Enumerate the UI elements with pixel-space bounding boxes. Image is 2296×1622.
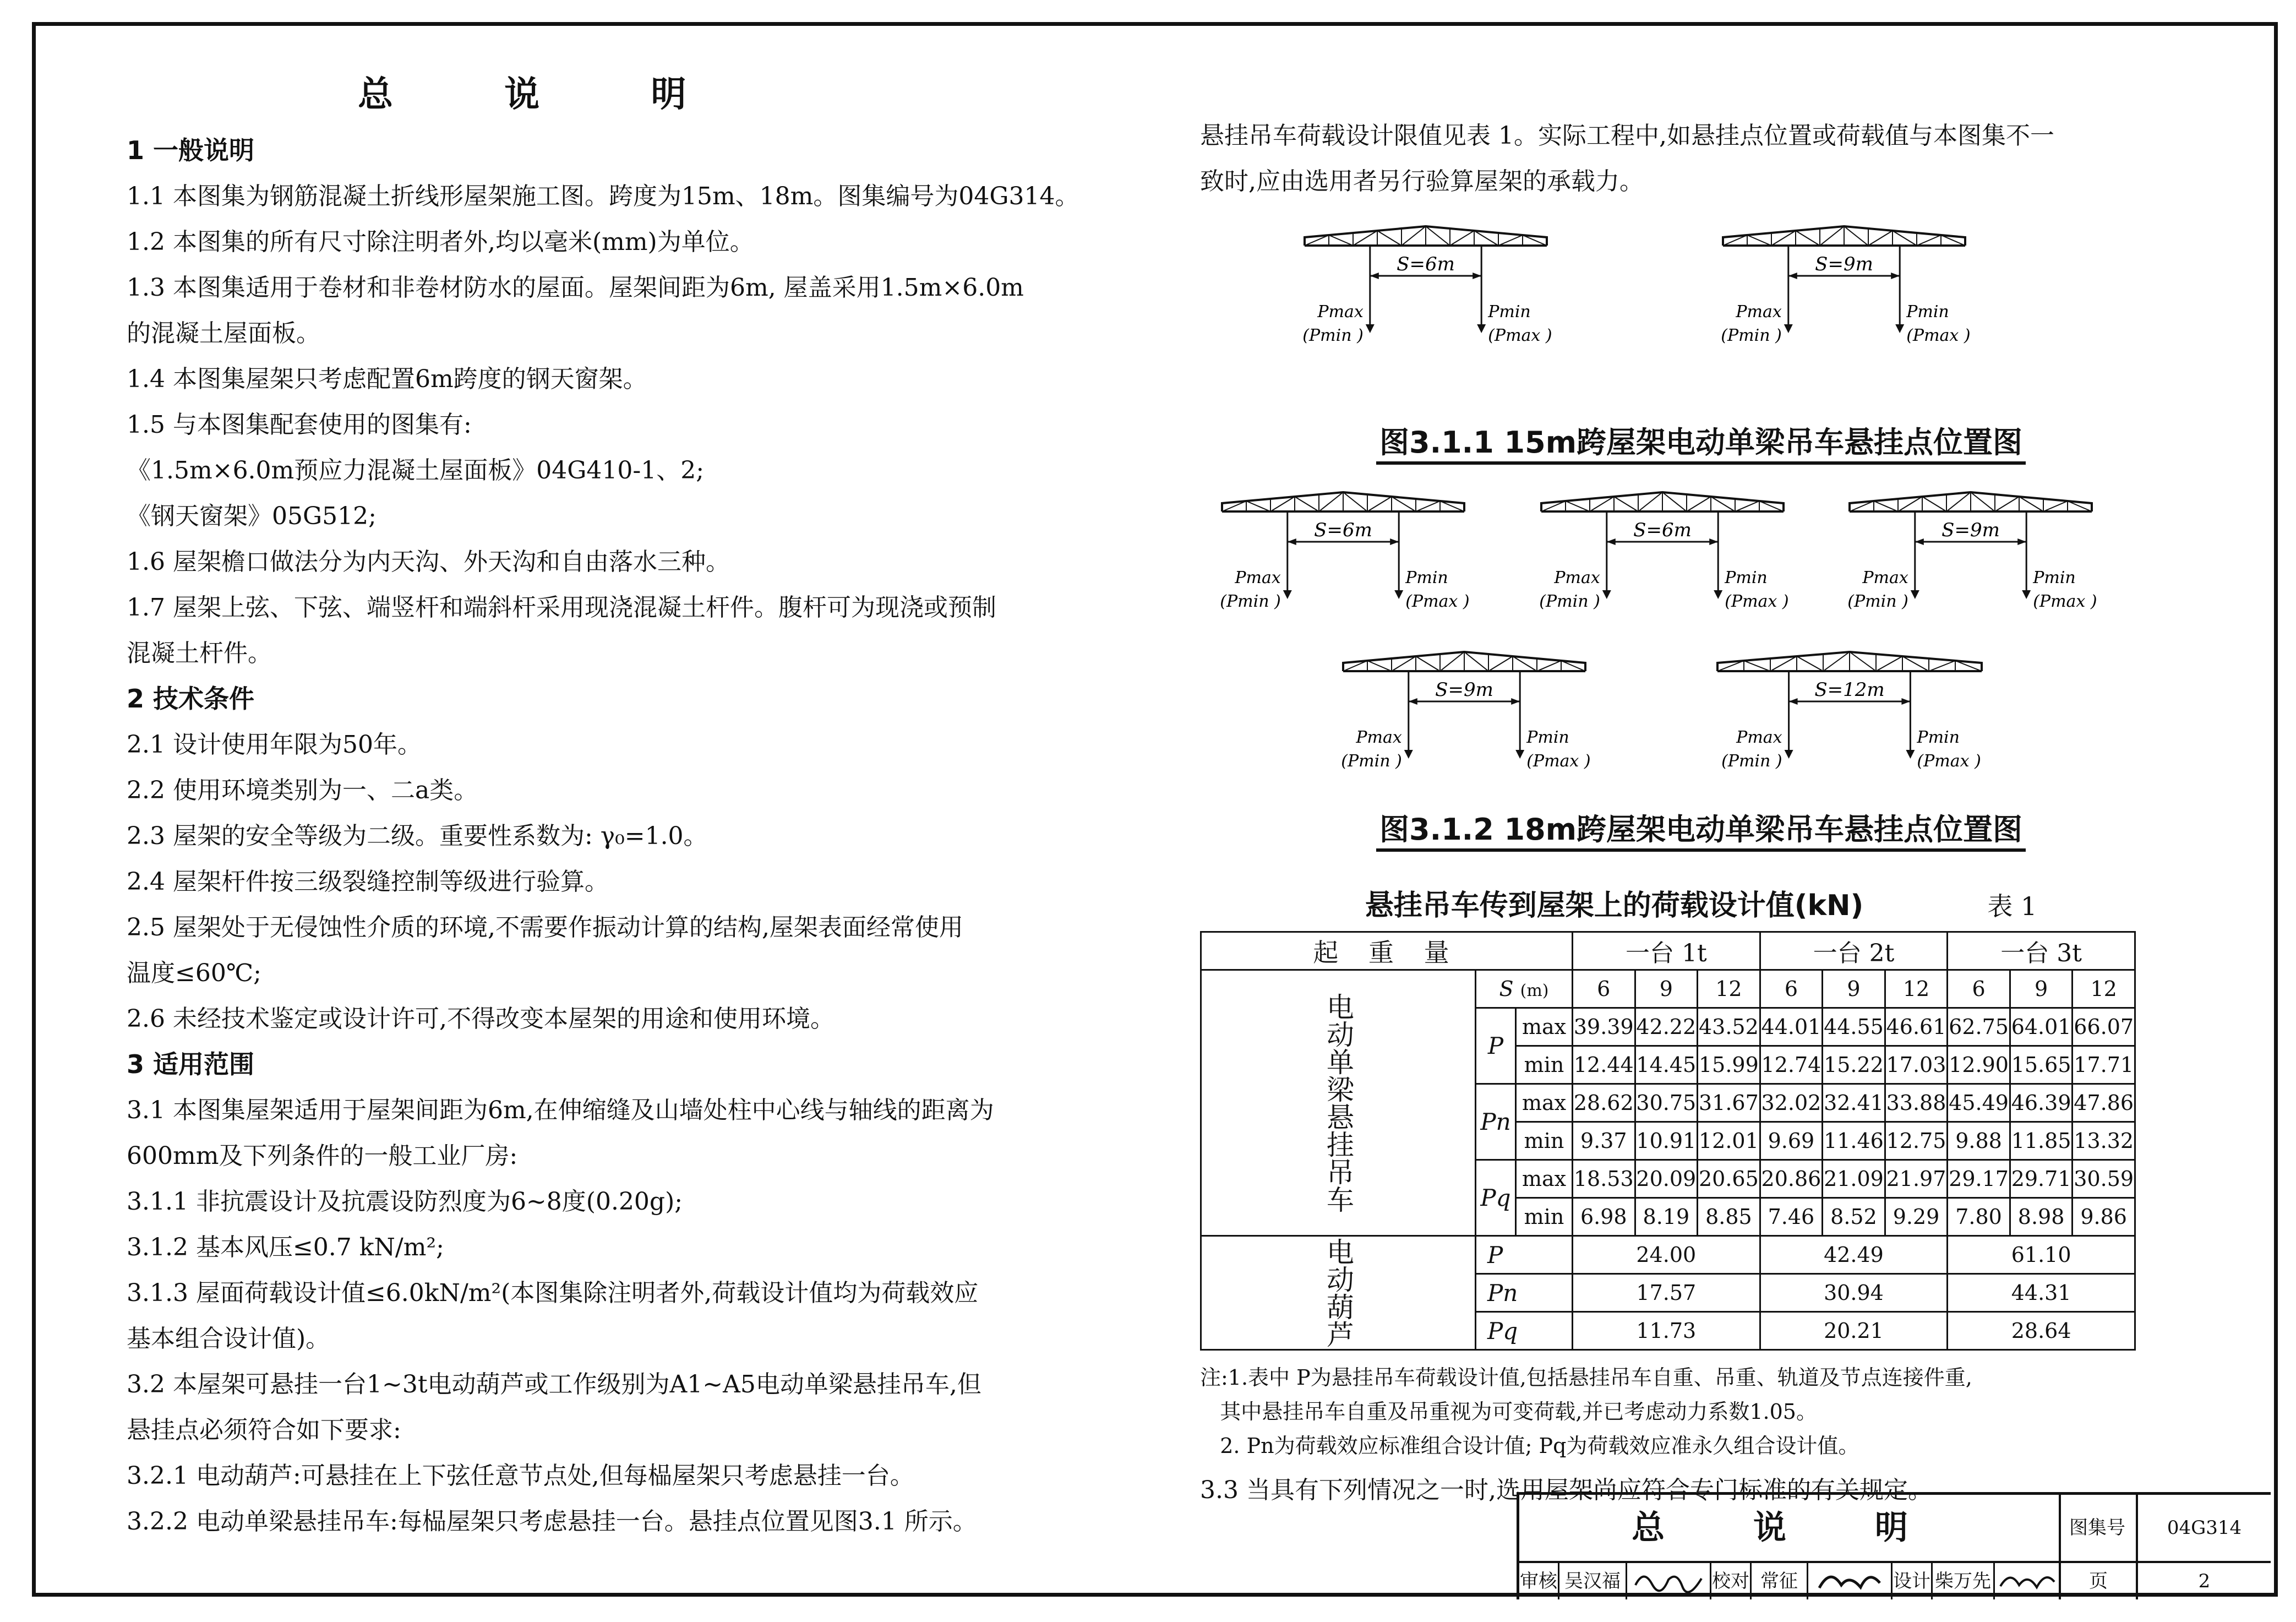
section-2-body (127, 722, 1134, 1042)
load-point-label: (Pmin ) (1721, 752, 1782, 771)
load-point-label: Pmin (1526, 728, 1569, 747)
page-label: 页 (2061, 1563, 2138, 1599)
load-point-label: Pmax (1736, 302, 1782, 322)
designer-signature (1995, 1563, 2061, 1599)
load-symbol: Pn (1476, 1084, 1516, 1160)
load-point-label: (Pmin ) (1341, 752, 1402, 771)
load-symbol: Pq (1476, 1160, 1516, 1236)
load-point-label: (Pmin ) (1847, 592, 1908, 611)
load-bound: min (1516, 1198, 1573, 1236)
load-value: 30.94 (1760, 1274, 1948, 1312)
span-value: 6 (1948, 970, 2010, 1008)
paragraph-line: 致时,应由选用者另行验算屋架的承载力。 (1200, 167, 1644, 195)
load-value: 8.52 (1823, 1198, 1885, 1236)
paragraph-line: 2.4 屋架杆件按三级裂缝控制等级进行验算。 (127, 868, 609, 896)
load-point-label: Pmin (2033, 568, 2076, 587)
paragraph-line: 3.1.1 非抗震设计及抗震设防烈度为6~8度(0.20g); (127, 1188, 683, 1216)
load-value: 42.22 (1635, 1008, 1698, 1046)
span-value: 12 (2073, 970, 2135, 1008)
load-value: 9.37 (1573, 1122, 1635, 1160)
paragraph-line: 3.2.1 电动葫芦:可悬挂在上下弦任意节点处,但每榀屋架只考虑悬挂一台。 (127, 1462, 914, 1490)
load-point-label: Pmax (1554, 568, 1600, 587)
load-value: 61.10 (1948, 1236, 2135, 1274)
span-value: 9 (1823, 970, 1885, 1008)
load-point-label: Pmin (1405, 568, 1448, 587)
load-value: 31.67 (1698, 1084, 1760, 1122)
load-value: 44.01 (1760, 1008, 1823, 1046)
load-value: 15.65 (2010, 1046, 2073, 1084)
paragraph-line: 1.2 本图集的所有尺寸除注明者外,均以毫米(mm)为单位。 (127, 228, 754, 256)
paragraph-line: 《1.5m×6.0m预应力混凝土屋面板》04G410-1、2; (127, 456, 705, 485)
paragraph-line: 悬挂吊车荷载设计限值见表 1。实际工程中,如悬挂点位置或荷载值与本图集不一 (1200, 122, 2054, 150)
paragraph-line: 悬挂点必须符合如下要求: (127, 1416, 401, 1444)
paragraph-line: 1.7 屋架上弦、下弦、端竖杆和端斜杆采用现浇混凝土杆件。腹杆可为现浇或预制 (127, 594, 996, 622)
paragraph-line: 600mm及下列条件的一般工业厂房: (127, 1142, 518, 1170)
page-number: 2 (2198, 1570, 2211, 1592)
group-header: 一台 1t (1573, 932, 1760, 970)
span-value: 9 (2010, 970, 2073, 1008)
load-value: 12.44 (1573, 1046, 1635, 1084)
load-value: 7.80 (1948, 1198, 2010, 1236)
load-point-label: (Pmin ) (1302, 326, 1364, 345)
span-label: S=9m (1941, 519, 2000, 541)
paragraph-line: 《钢天窗架》05G512; (127, 502, 377, 530)
load-value: 17.03 (1885, 1046, 1948, 1084)
load-symbol: P (1476, 1236, 1573, 1274)
load-point-label: Pmax (1317, 302, 1364, 322)
load-value: 44.55 (1823, 1008, 1885, 1046)
atlas-label: 图集号 (2059, 1495, 2138, 1563)
load-value: 15.22 (1823, 1046, 1885, 1084)
load-value: 11.85 (2010, 1122, 2073, 1160)
span-label: S=9m (1435, 679, 1493, 701)
load-value: 9.86 (2073, 1198, 2135, 1236)
load-point-label: Pmax (1356, 728, 1402, 747)
figure-3-1-2-caption: 图3.1.2 18m跨屋架电动单梁吊车悬挂点位置图 (1376, 806, 2026, 852)
load-value: 45.49 (1948, 1084, 2010, 1122)
load-value: 13.32 (2073, 1122, 2135, 1160)
load-value: 8.85 (1698, 1198, 1760, 1236)
load-value: 9.69 (1760, 1122, 1823, 1160)
load-value: 12.90 (1948, 1046, 2010, 1084)
capacity-header: 起 重 量 (1201, 932, 1573, 970)
right-intro-text (1200, 113, 2202, 204)
paragraph-line: 1.1 本图集为钢筋混凝土折线形屋架施工图。跨度为15m、18m。图集编号为04G314。 (127, 182, 1079, 210)
load-value: 14.45 (1635, 1046, 1698, 1084)
review-label: 审核 (1519, 1563, 1559, 1599)
truss-diagram (1706, 646, 1993, 795)
load-value: 7.46 (1760, 1198, 1823, 1236)
paragraph-line: 3.1 本图集屋架适用于屋架间距为6m,在伸缩缝及山墙处柱中心线与轴线的距离为 (127, 1096, 994, 1124)
load-value: 20.21 (1760, 1312, 1948, 1350)
truss-diagram (1712, 221, 1976, 369)
span-label: S=6m (1314, 519, 1372, 541)
load-point-label: Pmin (1906, 302, 1949, 322)
load-point-label: (Pmin ) (1539, 592, 1600, 611)
load-value: 8.98 (2010, 1198, 2073, 1236)
span-header (1476, 970, 1573, 1008)
load-point-label: Pmin (1488, 302, 1531, 322)
paragraph-line: 3.1.3 屋面荷载设计值≤6.0kN/m²(本图集除注明者外,荷载设计值均为荷载效应 (127, 1279, 979, 1307)
load-value: 17.57 (1573, 1274, 1760, 1312)
load-point-label: Pmax (1235, 568, 1281, 587)
paragraph-line: 2.5 屋架处于无侵蚀性介质的环境,不需要作振动计算的结构,屋架表面经常使用 (127, 913, 963, 941)
load-value: 18.53 (1573, 1160, 1635, 1198)
paragraph-line: 3.2.2 电动单梁悬挂吊车:每榀屋架只考虑悬挂一台。悬挂点位置见图3.1 所示。 (127, 1507, 977, 1536)
section-1-body (127, 173, 1134, 676)
paragraph-line: 2.3 屋架的安全等级为二级。重要性系数为: γ₀=1.0。 (127, 822, 708, 850)
table-1-caption: 悬挂吊车传到屋架上的荷载设计值(kN) (1365, 889, 1864, 922)
load-value: 20.65 (1698, 1160, 1760, 1198)
load-value: 44.31 (1948, 1274, 2135, 1312)
load-value: 17.71 (2073, 1046, 2135, 1084)
span-label: S=6m (1633, 519, 1692, 541)
load-point-label: (Pmax ) (1526, 752, 1591, 771)
section-2-heading: 2 技术条件 (127, 684, 255, 714)
load-value: 29.17 (1948, 1160, 2010, 1198)
figure-3-1-1 (1200, 221, 2202, 430)
load-value: 20.09 (1635, 1160, 1698, 1198)
span-label: S=9m (1815, 253, 1873, 275)
load-table (1200, 931, 2136, 1351)
paragraph-line: 温度≤60℃; (127, 959, 261, 987)
load-value: 43.52 (1698, 1008, 1760, 1046)
load-point-label: (Pmin ) (1721, 326, 1782, 345)
paragraph-line: 1.6 屋架檐口做法分为内天沟、外天沟和自由落水三种。 (127, 548, 730, 576)
load-point-label: Pmin (1917, 728, 1960, 747)
figure-3-1-1-caption: 图3.1.1 15m跨屋架电动单梁吊车悬挂点位置图 (1376, 419, 2026, 465)
load-value: 24.00 (1573, 1236, 1760, 1274)
paragraph-line: 1.5 与本图集配套使用的图集有: (127, 411, 472, 439)
hoist-type-label: 电动葫芦 (1201, 1236, 1476, 1350)
load-value: 12.74 (1760, 1046, 1823, 1084)
load-value: 66.07 (2073, 1008, 2135, 1046)
span-value: 9 (1635, 970, 1698, 1008)
load-value: 32.02 (1760, 1084, 1823, 1122)
reviewer-name: 吴汉福 (1559, 1563, 1627, 1599)
span-value: 12 (1885, 970, 1948, 1008)
table-1-number: 表 1 (1987, 891, 2037, 921)
note-line: 其中悬挂吊车自重及吊重视为可变荷载,并已考虑动力系数1.05。 (1200, 1400, 1817, 1424)
paragraph-line: 的混凝土屋面板。 (127, 319, 320, 347)
paragraph-line: 2.6 未经技术鉴定或设计许可,不得改变本屋架的用途和使用环境。 (127, 1005, 835, 1033)
section-1-heading: 1 一般说明 (127, 135, 255, 165)
right-column (1200, 113, 2202, 1513)
load-point-label: (Pmax ) (1917, 752, 1981, 771)
load-value: 15.99 (1698, 1046, 1760, 1084)
load-value: 9.88 (1948, 1122, 2010, 1160)
truss-diagram (1294, 221, 1558, 369)
load-symbol: Pq (1476, 1312, 1573, 1350)
truss-diagram (1839, 487, 2103, 635)
load-value: 64.01 (2010, 1008, 2073, 1046)
span-label: S=12m (1814, 679, 1885, 701)
checker-signature (1808, 1563, 1893, 1599)
clause-3-3: 3.3 当具有下列情况之一时,选用屋架尚应符合专门标准的有关规定。 (1200, 1476, 1932, 1504)
load-value: 20.86 (1760, 1160, 1823, 1198)
load-value: 11.73 (1573, 1312, 1760, 1350)
load-value: 46.61 (1885, 1008, 1948, 1046)
load-point-label: Pmax (1736, 728, 1782, 747)
paragraph-line: 2.2 使用环境类别为一、二a类。 (127, 776, 478, 804)
load-symbol: Pn (1476, 1274, 1573, 1312)
load-point-label: (Pmax ) (1906, 326, 1971, 345)
design-label: 设计 (1893, 1563, 1933, 1599)
paragraph-line: 1.4 本图集屋架只考虑配置6m跨度的钢天窗架。 (127, 365, 647, 393)
load-point-label: (Pmin ) (1220, 592, 1281, 611)
load-value: 28.62 (1573, 1084, 1635, 1122)
load-value: 32.41 (1823, 1084, 1885, 1122)
crane-type-label: 电动单梁悬挂吊车 (1201, 970, 1476, 1236)
span-value: 6 (1760, 970, 1823, 1008)
note-line: 注:1.表中 P为悬挂吊车荷载设计值,包括悬挂吊车自重、吊重、轨道及节点连接件重, (1200, 1365, 1972, 1390)
truss-diagram (1332, 646, 1596, 795)
page-title: 总 说 明 (358, 74, 736, 115)
load-bound: min (1516, 1122, 1573, 1160)
load-point-label: (Pmax ) (1488, 326, 1552, 345)
truss-diagram (1530, 487, 1795, 635)
reviewer-signature (1627, 1563, 1711, 1599)
load-value: 62.75 (1948, 1008, 2010, 1046)
load-value: 46.39 (2010, 1084, 2073, 1122)
load-value: 29.71 (2010, 1160, 2073, 1198)
load-value: 12.01 (1698, 1122, 1760, 1160)
paragraph-line: 2.1 设计使用年限为50年。 (127, 731, 422, 759)
span-value: 12 (1698, 970, 1760, 1008)
group-header: 一台 2t (1760, 932, 1948, 970)
load-value: 8.19 (1635, 1198, 1698, 1236)
paragraph-line: 混凝土杆件。 (127, 639, 272, 667)
atlas-number: 04G314 (2138, 1495, 2271, 1563)
load-point-label: (Pmax ) (2033, 592, 2097, 611)
left-column (127, 66, 1134, 1544)
load-value: 33.88 (1885, 1084, 1948, 1122)
load-value: 21.97 (1885, 1160, 1948, 1198)
load-value: 39.39 (1573, 1008, 1635, 1046)
title-block (1517, 1492, 2271, 1599)
checker-name: 常征 (1752, 1563, 1808, 1599)
load-bound: max (1516, 1008, 1573, 1046)
load-value: 30.75 (1635, 1084, 1698, 1122)
load-value: 6.98 (1573, 1198, 1635, 1236)
note-line: 2. Pn为荷载效应标准组合设计值; Pq为荷载效应准永久组合设计值。 (1200, 1434, 1859, 1458)
span-symbol: S (1499, 977, 1514, 1001)
load-value: 30.59 (2073, 1160, 2135, 1198)
paragraph-line: 3.1.2 基本风压≤0.7 kN/m²; (127, 1233, 444, 1261)
load-value: 12.75 (1885, 1122, 1948, 1160)
load-value: 9.29 (1885, 1198, 1948, 1236)
load-value: 21.09 (1823, 1160, 1885, 1198)
load-value: 11.46 (1823, 1122, 1885, 1160)
figure-3-1-2 (1200, 487, 2202, 823)
load-value: 28.64 (1948, 1312, 2135, 1350)
span-unit: (m) (1520, 981, 1549, 1000)
designer-name: 柴万先 (1933, 1563, 1995, 1599)
truss-diagram (1211, 487, 1475, 635)
load-point-label: (Pmax ) (1405, 592, 1470, 611)
titleblock-name: 总 说 明 (1519, 1495, 2061, 1563)
paragraph-line: 1.3 本图集适用于卷材和非卷材防水的屋面。屋架间距为6m, 屋盖采用1.5m×6.0m (127, 274, 1024, 302)
span-label: S=6m (1397, 253, 1455, 275)
load-bound: max (1516, 1160, 1573, 1198)
paragraph-line: 3.2 本屋架可悬挂一台1~3t电动葫芦或工作级别为A1~A5电动单梁悬挂吊车,但 (127, 1370, 981, 1398)
section-3-heading: 3 适用范围 (127, 1049, 255, 1079)
load-value: 10.91 (1635, 1122, 1698, 1160)
load-bound: min (1516, 1046, 1573, 1084)
load-value: 42.49 (1760, 1236, 1948, 1274)
load-symbol: P (1476, 1008, 1516, 1084)
load-point-label: Pmax (1862, 568, 1908, 587)
load-value: 47.86 (2073, 1084, 2135, 1122)
table-notes (1200, 1360, 2202, 1463)
span-value: 6 (1573, 970, 1635, 1008)
section-3-body (127, 1087, 1134, 1544)
load-bound: max (1516, 1084, 1573, 1122)
load-point-label: (Pmax ) (1725, 592, 1789, 611)
load-point-label: Pmin (1725, 568, 1768, 587)
paragraph-line: 基本组合设计值)。 (127, 1325, 330, 1353)
group-header: 一台 3t (1948, 932, 2135, 970)
check-label: 校对 (1711, 1563, 1752, 1599)
